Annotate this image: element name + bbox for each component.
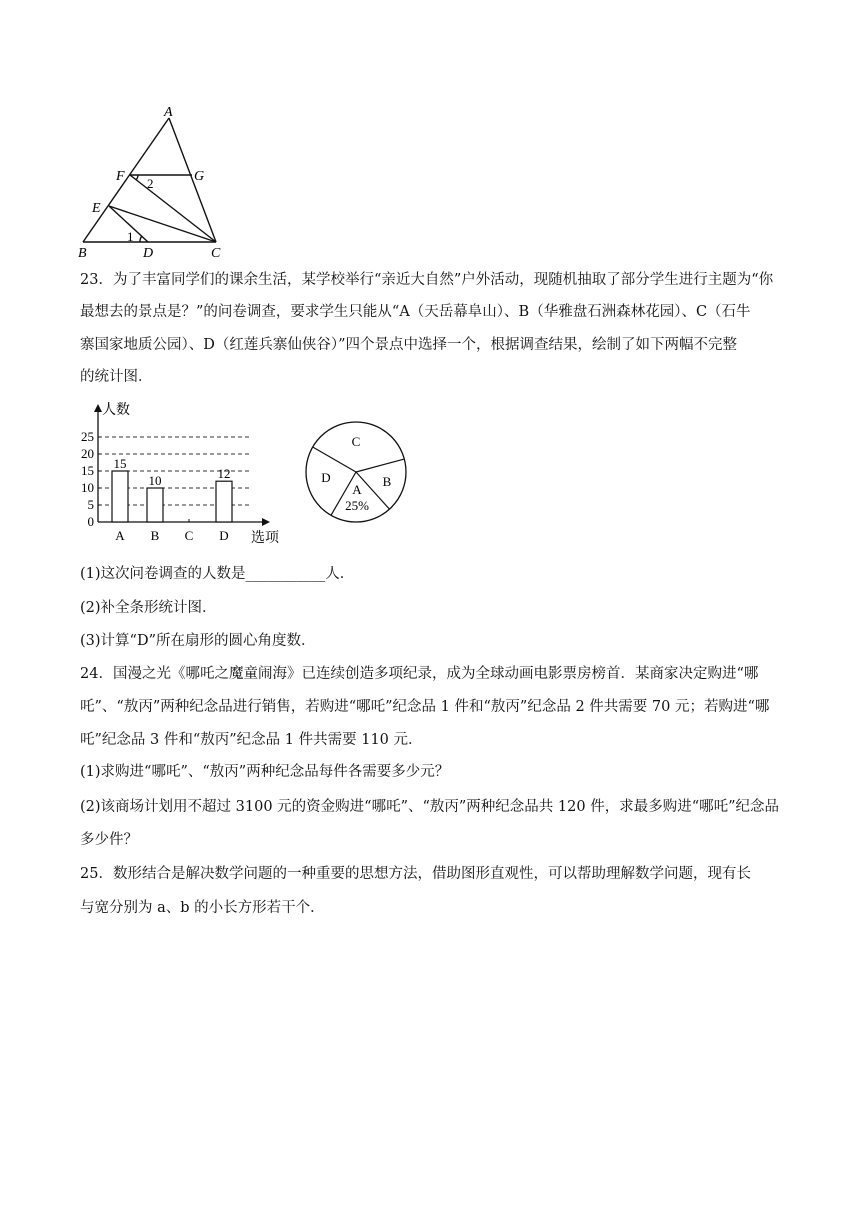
pie-label-D: D xyxy=(321,470,331,485)
pie-label-B: B xyxy=(382,474,392,489)
pie-label-A: A xyxy=(352,482,362,497)
y-axis-arrow xyxy=(94,404,102,412)
y-tick-label-0: 0 xyxy=(87,514,94,529)
q24-sub-1: (1)求购进“哪吒”、“敖丙”两种纪念品每件各需要多少元？ xyxy=(80,764,450,780)
bar-label-D: 12 xyxy=(217,466,231,482)
bar-label-B: 10 xyxy=(148,473,162,488)
q24-sub-2-line-1: (2)该商场计划用不超过 3100 元的资金购进“哪吒”、“敖丙”两种纪念品共 120 件，求最多购进“哪吒”纪念品 xyxy=(80,799,780,815)
label-b: B xyxy=(78,246,87,260)
q23-line-3: 寨国家地质公园）、D（红莲兵寨仙侠谷）”四个景点中选择一个，根据调查结果，绘制了如下两幅不完整 xyxy=(80,337,738,353)
q23-line-2: 最想去的景点是？”的问卷调查，要求学生只能从“A（天岳幕阜山）、B（华雅盘石洲森林花园）、C（石牛 xyxy=(80,304,751,320)
label-e: E xyxy=(92,201,101,216)
q23-sub-2: (2)补全条形统计图． xyxy=(80,600,217,616)
bar-D xyxy=(216,481,232,522)
q23-line-1: 23．为了丰富同学们的课余生活，某学校举行“亲近大自然”户外活动，现随机抽取了部分学生进行主题为“你 xyxy=(80,272,774,288)
q23-sub-3: (3)计算“D”所在扇形的圆心角度数． xyxy=(80,633,316,649)
segment-ec xyxy=(109,206,216,242)
y-tick-label-20: 20 xyxy=(81,446,94,461)
q24-line-2: 吒”、“敖丙”两种纪念品进行销售，若购进“哪吒”纪念品 1 件和“敖丙”纪念品 2 件共需要 70 元；若购进“哪 xyxy=(80,699,770,715)
q23-sub-1: (1)这次问卷调查的人数是___________人． xyxy=(80,566,355,582)
pie-chart xyxy=(300,416,412,528)
label-a: A xyxy=(164,105,173,120)
y-tick-label-5: 5 xyxy=(87,497,94,512)
q23-line-4: 的统计图． xyxy=(80,369,153,385)
angle-2-arc xyxy=(136,175,138,180)
bar-chart xyxy=(64,398,294,550)
side-ab xyxy=(83,118,169,242)
label-angle-1: 1 xyxy=(127,229,134,244)
q24-line-3: 吒”纪念品 3 件和“敖丙”纪念品 1 件共需要 110 元． xyxy=(80,732,423,748)
label-d: D xyxy=(143,246,154,260)
q25-line-1: 25．数形结合是解决数学问题的一种重要的思想方法，借助图形直观性，可以帮助理解数学问题，现有长 xyxy=(80,866,751,882)
bar-label-A: 15 xyxy=(113,456,127,471)
q24-line-1: 24．国漫之光《哪吒之魔童闹海》已连续创造多项纪录，成为全球动画电影票房榜首．某商家决定购进“哪 xyxy=(80,666,759,682)
x-tick-label-A: A xyxy=(115,528,125,543)
triangle-figure xyxy=(70,100,240,260)
label-g: G xyxy=(194,169,205,184)
q25-line-2: 与宽分别为 a、b 的小长方形若干个． xyxy=(80,900,325,916)
bar-B xyxy=(147,488,163,522)
x-tick-label-C: C xyxy=(184,528,194,543)
label-angle-2: 2 xyxy=(147,176,154,191)
x-axis-title: 选项 xyxy=(251,531,279,546)
x-tick-label-D: D xyxy=(219,528,229,543)
y-axis-title: 人数 xyxy=(102,403,130,418)
angle-1-arc xyxy=(140,236,142,242)
x-axis-arrow xyxy=(262,518,270,526)
y-tick-label-10: 10 xyxy=(81,480,94,495)
y-tick-label-15: 15 xyxy=(81,463,94,478)
label-c: C xyxy=(211,246,221,260)
x-tick-label-B: B xyxy=(150,528,160,543)
pie-label-C: C xyxy=(351,434,361,449)
bar-A xyxy=(112,471,128,522)
q24-sub-2-line-2: 多少件？ xyxy=(80,832,138,848)
y-tick-label-25: 25 xyxy=(81,429,94,444)
label-f: F xyxy=(116,169,125,184)
pie-annotation-percent: 25% xyxy=(345,498,369,513)
